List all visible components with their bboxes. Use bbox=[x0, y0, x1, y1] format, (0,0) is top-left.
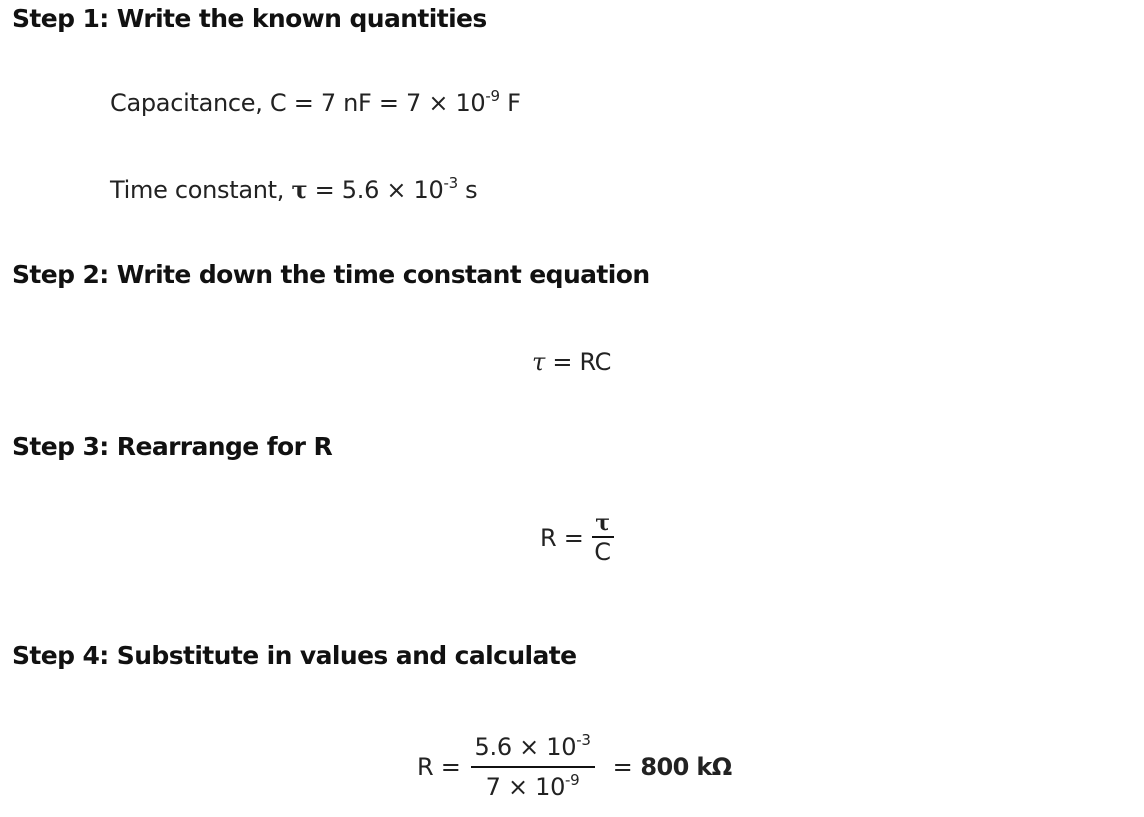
numerator-base: 5.6 × 10 bbox=[474, 733, 577, 761]
fraction-numerator bbox=[471, 728, 595, 766]
capacitance-unit: F bbox=[499, 89, 521, 117]
denominator-exponent: -9 bbox=[565, 771, 580, 789]
equation-lhs: R = bbox=[417, 753, 461, 781]
tau-symbol: τ bbox=[532, 348, 545, 376]
time-constant-text: Time constant, bbox=[110, 176, 292, 204]
equation-lhs: R = bbox=[540, 524, 584, 552]
step-1-heading: Step 1: Write the known quantities bbox=[12, 4, 487, 33]
time-constant-exponent: -3 bbox=[443, 174, 458, 192]
time-constant-line bbox=[110, 175, 477, 204]
step-4-heading: Step 4: Substitute in values and calculate bbox=[12, 641, 577, 670]
equation-rest: = RC bbox=[544, 348, 612, 376]
time-constant-unit: s bbox=[457, 176, 478, 204]
step-2-heading: Step 2: Write down the time constant equation bbox=[12, 260, 650, 289]
equals-sign: = bbox=[612, 753, 633, 781]
time-constant-equation bbox=[532, 348, 611, 376]
fraction bbox=[471, 728, 595, 806]
fraction bbox=[592, 510, 614, 566]
rearranged-equation bbox=[540, 510, 614, 566]
fraction-numerator: τ bbox=[595, 510, 610, 536]
step-3-heading: Step 3: Rearrange for R bbox=[12, 432, 333, 461]
fraction-denominator: C bbox=[594, 538, 611, 566]
fraction-denominator bbox=[486, 768, 580, 806]
numerator-exponent: -3 bbox=[576, 731, 591, 749]
denominator-base: 7 × 10 bbox=[485, 773, 566, 801]
time-constant-value: = 5.6 × 10 bbox=[307, 176, 444, 204]
capacitance-line bbox=[110, 89, 521, 117]
tau-symbol: τ bbox=[291, 175, 308, 204]
substitution-equation bbox=[417, 728, 732, 806]
result-value: 800 kΩ bbox=[640, 753, 732, 781]
capacitance-exponent: -9 bbox=[485, 87, 500, 105]
capacitance-text: Capacitance, C = 7 nF = 7 × 10 bbox=[110, 89, 486, 117]
